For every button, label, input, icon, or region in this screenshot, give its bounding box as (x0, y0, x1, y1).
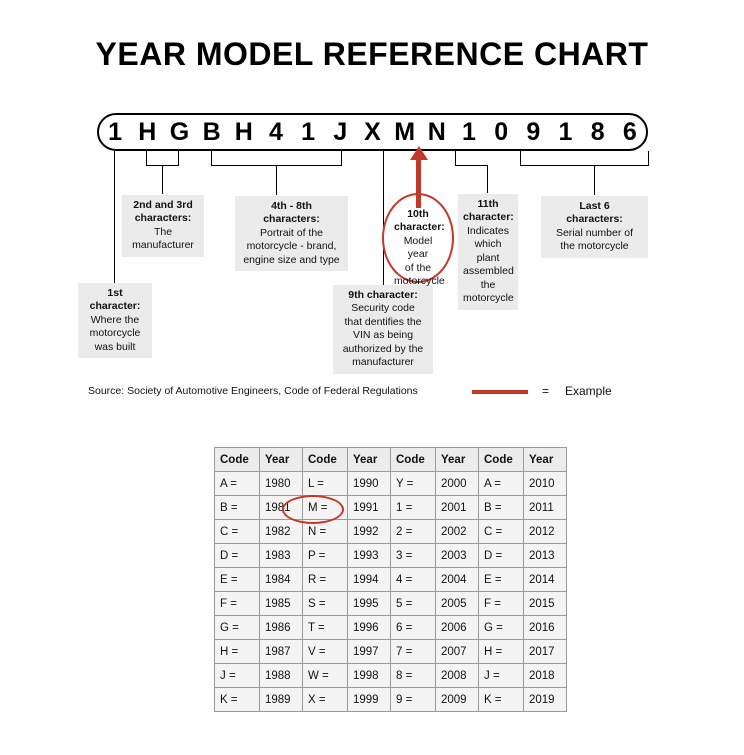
cell-year: 1995 (348, 592, 391, 616)
callout-line: Portrait of the (259, 226, 324, 239)
callout-line: character: (394, 221, 445, 234)
cell-code: B = (215, 496, 260, 520)
callout-line: authorized by the (342, 342, 424, 355)
leader-line (211, 151, 212, 165)
callout-line: motorcycle (463, 292, 514, 305)
cell-year: 1982 (260, 520, 303, 544)
callout-line: Last 6 (579, 200, 610, 212)
callout-line: Indicates (466, 224, 510, 237)
callout-line: motorcycle - brand, (246, 240, 337, 253)
table-row (215, 664, 567, 688)
cell-year: 1999 (348, 688, 391, 712)
callout-eleventh-character (458, 194, 518, 310)
table-row (215, 496, 567, 520)
leader-line (455, 165, 488, 166)
callout-line: VIN as being (352, 329, 414, 342)
cell-year: 2008 (436, 664, 479, 688)
cell-year: 2014 (524, 568, 567, 592)
source-note: Source: Society of Automotive Engineers, Code of Federal Regulations (88, 385, 418, 397)
cell-year: 2018 (524, 664, 567, 688)
vin-character: J (333, 117, 348, 146)
cell-year: 2015 (524, 592, 567, 616)
vin-character: B (202, 117, 221, 146)
leader-line (520, 165, 649, 166)
cell-year: 2002 (436, 520, 479, 544)
callout-line: character: (89, 300, 141, 313)
cell-code: 9 = (391, 688, 436, 712)
vin-character: M (394, 117, 416, 146)
vin-character: N (427, 117, 446, 146)
cell-year: 2005 (436, 592, 479, 616)
column-header: Year (524, 448, 567, 472)
table-header-row (215, 448, 567, 472)
column-header: Year (260, 448, 303, 472)
callout-first-character (78, 283, 152, 358)
leader-line (162, 165, 163, 194)
callout-last-six-characters (541, 196, 648, 258)
cell-code: F = (479, 592, 524, 616)
legend-red-dash-icon (472, 390, 528, 394)
cell-code: J = (215, 664, 260, 688)
callout-line: manufacturer (352, 356, 414, 369)
column-header: Code (391, 448, 436, 472)
year-code-table (214, 447, 567, 712)
leader-line (648, 151, 649, 165)
leader-line (383, 151, 384, 285)
cell-year: 1981 (260, 496, 303, 520)
callout-line: 2nd and 3rd (133, 199, 193, 211)
callout-line: that dentifies the (344, 315, 422, 328)
cell-year: 2010 (524, 472, 567, 496)
callout-line: 9th character: (348, 289, 418, 301)
cell-code: S = (303, 592, 348, 616)
callout-line: was built (94, 340, 136, 353)
cell-code: L = (303, 472, 348, 496)
cell-code: 5 = (391, 592, 436, 616)
table-row (215, 688, 567, 712)
cell-year: 2013 (524, 544, 567, 568)
table-row (215, 616, 567, 640)
cell-code: T = (303, 616, 348, 640)
cell-code: X = (303, 688, 348, 712)
cell-code: C = (479, 520, 524, 544)
cell-code: D = (215, 544, 260, 568)
page-title: YEAR MODEL REFERENCE CHART (95, 36, 649, 72)
cell-year: 2004 (436, 568, 479, 592)
cell-year: 1987 (260, 640, 303, 664)
vin-character: 6 (622, 117, 637, 146)
cell-code: 8 = (391, 664, 436, 688)
cell-code: B = (479, 496, 524, 520)
leader-line (341, 151, 342, 165)
cell-code: 4 = (391, 568, 436, 592)
cell-code: 7 = (391, 640, 436, 664)
legend-example-label: Example (565, 384, 612, 398)
cell-year: 1988 (260, 664, 303, 688)
cell-year: 2000 (436, 472, 479, 496)
column-header: Year (436, 448, 479, 472)
vin-character: 1 (301, 117, 316, 146)
callout-line: motorcycle (89, 327, 141, 340)
cell-code: C = (215, 520, 260, 544)
callout-line: Serial number of (555, 226, 634, 239)
cell-code: 2 = (391, 520, 436, 544)
column-header: Year (348, 448, 391, 472)
cell-year-highlighted: 1991 (348, 496, 391, 520)
callout-line: 11th (477, 198, 499, 210)
callout-line: characters: (134, 212, 192, 225)
callout-line: character: (463, 211, 514, 224)
callout-line: the (480, 278, 496, 291)
cell-code: A = (479, 472, 524, 496)
callout-line: The (153, 225, 173, 238)
cell-year: 1989 (260, 688, 303, 712)
callout-line: Model year (403, 234, 433, 261)
cell-code: J = (479, 664, 524, 688)
cell-code: K = (479, 688, 524, 712)
cell-year: 1992 (348, 520, 391, 544)
cell-code: H = (215, 640, 260, 664)
column-header: Code (479, 448, 524, 472)
callout-line: motorcycle (394, 275, 445, 288)
callout-second-third-characters (122, 195, 204, 257)
callout-tenth-character (389, 204, 447, 293)
leader-line (520, 151, 521, 165)
cell-year: 1980 (260, 472, 303, 496)
cell-year: 2006 (436, 616, 479, 640)
cell-year: 1998 (348, 664, 391, 688)
cell-code: F = (215, 592, 260, 616)
cell-year: 2007 (436, 640, 479, 664)
table-row (215, 592, 567, 616)
cell-code: A = (215, 472, 260, 496)
column-header: Code (303, 448, 348, 472)
table-row (215, 472, 567, 496)
vin-character: G (169, 117, 190, 146)
callout-line: manufacturer (132, 239, 194, 252)
vin-capsule (97, 113, 648, 151)
cell-year: 1996 (348, 616, 391, 640)
cell-code: H = (479, 640, 524, 664)
leader-line (178, 151, 179, 165)
cell-year: 1984 (260, 568, 303, 592)
callout-line: Where the (90, 313, 140, 326)
cell-year: 2001 (436, 496, 479, 520)
cell-year: 2012 (524, 520, 567, 544)
cell-code: V = (303, 640, 348, 664)
leader-line (114, 151, 115, 165)
cell-year: 1993 (348, 544, 391, 568)
cell-code: D = (479, 544, 524, 568)
cell-code-highlighted: M = (303, 496, 348, 520)
callout-line: characters: (566, 213, 623, 226)
cell-code: E = (215, 568, 260, 592)
callout-ninth-character (333, 285, 433, 374)
example-arrow-head (410, 146, 428, 160)
column-header: Code (215, 448, 260, 472)
cell-code: G = (479, 616, 524, 640)
cell-year: 1990 (348, 472, 391, 496)
cell-year: 2009 (436, 688, 479, 712)
cell-year: 2017 (524, 640, 567, 664)
cell-code: 6 = (391, 616, 436, 640)
cell-code: E = (479, 568, 524, 592)
table-row (215, 568, 567, 592)
callout-line: engine size and type (243, 253, 340, 266)
cell-year: 2019 (524, 688, 567, 712)
cell-year: 2016 (524, 616, 567, 640)
cell-year: 1994 (348, 568, 391, 592)
cell-code: 1 = (391, 496, 436, 520)
callout-line: 10th (407, 208, 429, 220)
vin-character: 1 (558, 117, 573, 146)
callout-line: Security code (351, 302, 415, 315)
leader-line (114, 165, 115, 283)
cell-code: 3 = (391, 544, 436, 568)
table-row (215, 544, 567, 568)
cell-year: 1997 (348, 640, 391, 664)
leader-line (487, 165, 488, 193)
cell-year: 2011 (524, 496, 567, 520)
callout-line: 4th - 8th (271, 200, 312, 212)
cell-code: K = (215, 688, 260, 712)
callout-line: assembled (463, 265, 514, 278)
leader-line (594, 165, 595, 195)
cell-code: R = (303, 568, 348, 592)
year-code-table-wrapper (214, 447, 567, 712)
legend-equals-sign: = (542, 384, 550, 398)
cell-year: 2003 (436, 544, 479, 568)
cell-code: N = (303, 520, 348, 544)
cell-year: 1985 (260, 592, 303, 616)
vin-character: 0 (494, 117, 509, 146)
callout-line: the motorcycle (560, 240, 629, 253)
callout-fourth-eighth-characters (235, 196, 348, 271)
callout-line: which plant (474, 238, 502, 264)
callout-line: 1st (107, 287, 123, 299)
callout-line: characters: (263, 213, 320, 226)
cell-year: 1983 (260, 544, 303, 568)
leader-line (455, 151, 456, 165)
vin-character: 8 (590, 117, 605, 146)
cell-code: P = (303, 544, 348, 568)
table-row (215, 640, 567, 664)
table-row (215, 520, 567, 544)
vin-character: 1 (462, 117, 476, 146)
vin-character: 9 (526, 117, 541, 146)
cell-code: G = (215, 616, 260, 640)
vin-character: H (138, 117, 157, 146)
vin-character: H (234, 117, 253, 146)
cell-code: Y = (391, 472, 436, 496)
vin-character: 4 (268, 117, 283, 146)
vin-character: 1 (108, 117, 123, 146)
leader-line (146, 151, 147, 165)
leader-line (276, 165, 277, 195)
cell-code: W = (303, 664, 348, 688)
vin-character: X (364, 117, 381, 146)
callout-line: of the (404, 261, 432, 274)
cell-year: 1986 (260, 616, 303, 640)
